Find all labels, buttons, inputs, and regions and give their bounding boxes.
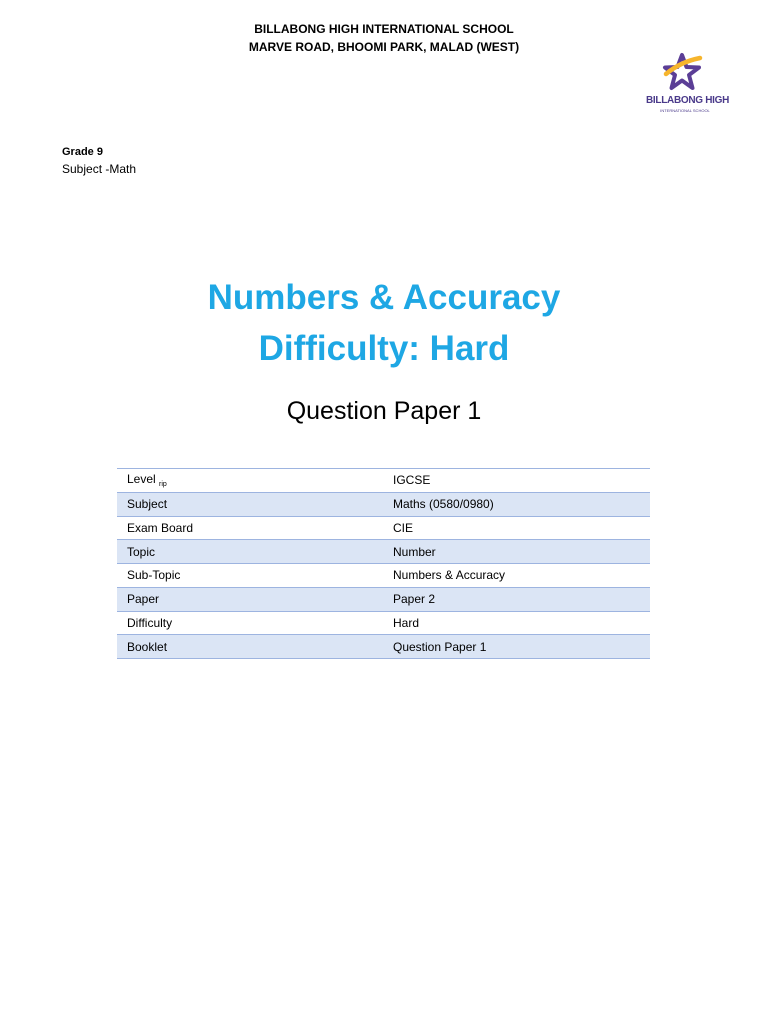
grade-label: Grade 9 — [62, 146, 103, 158]
table-row — [117, 564, 650, 588]
table-value: Question Paper 1 — [383, 635, 650, 659]
table-row — [117, 587, 650, 611]
school-address: MARVE ROAD, BHOOMI PARK, MALAD (WEST) — [248, 40, 520, 54]
title-line-2: Difficulty: Hard — [258, 329, 510, 368]
table-row — [117, 540, 650, 564]
table-row — [117, 635, 650, 659]
table-key: Booklet — [117, 635, 383, 659]
table-value: Paper 2 — [383, 587, 650, 611]
school-logo — [646, 52, 730, 116]
star-logo-icon — [660, 52, 704, 92]
table-key: Exam Board — [117, 516, 383, 540]
table-value: Hard — [383, 611, 650, 635]
school-name: BILLABONG HIGH INTERNATIONAL SCHOOL — [254, 22, 514, 36]
table-row — [117, 516, 650, 540]
info-table — [117, 468, 650, 659]
table-key: Paper — [117, 587, 383, 611]
table-row — [117, 611, 650, 635]
subject-label: Subject -Math — [62, 162, 137, 176]
table-key — [117, 469, 383, 493]
key-text: Level — [127, 472, 156, 487]
logo-name: BILLABONG HIGH — [646, 95, 730, 106]
table-key: Sub-Topic — [117, 564, 383, 588]
table-value: CIE — [383, 516, 650, 540]
table-key: Topic — [117, 540, 383, 564]
table-key: Subject — [117, 492, 383, 516]
table-key: Difficulty — [117, 611, 383, 635]
document-title — [0, 272, 768, 374]
logo-subtitle: INTERNATIONAL SCHOOL — [660, 108, 710, 113]
table-row — [117, 492, 650, 516]
table-value: Numbers & Accuracy — [383, 564, 650, 588]
school-header — [0, 20, 768, 56]
key-subscript: rip — [159, 481, 167, 489]
document-subtitle: Question Paper 1 — [286, 397, 482, 425]
table-row — [117, 469, 650, 493]
title-line-1: Numbers & Accuracy — [207, 278, 561, 317]
table-value: IGCSE — [383, 469, 650, 493]
table-value: Number — [383, 540, 650, 564]
table-value: Maths (0580/0980) — [383, 492, 650, 516]
